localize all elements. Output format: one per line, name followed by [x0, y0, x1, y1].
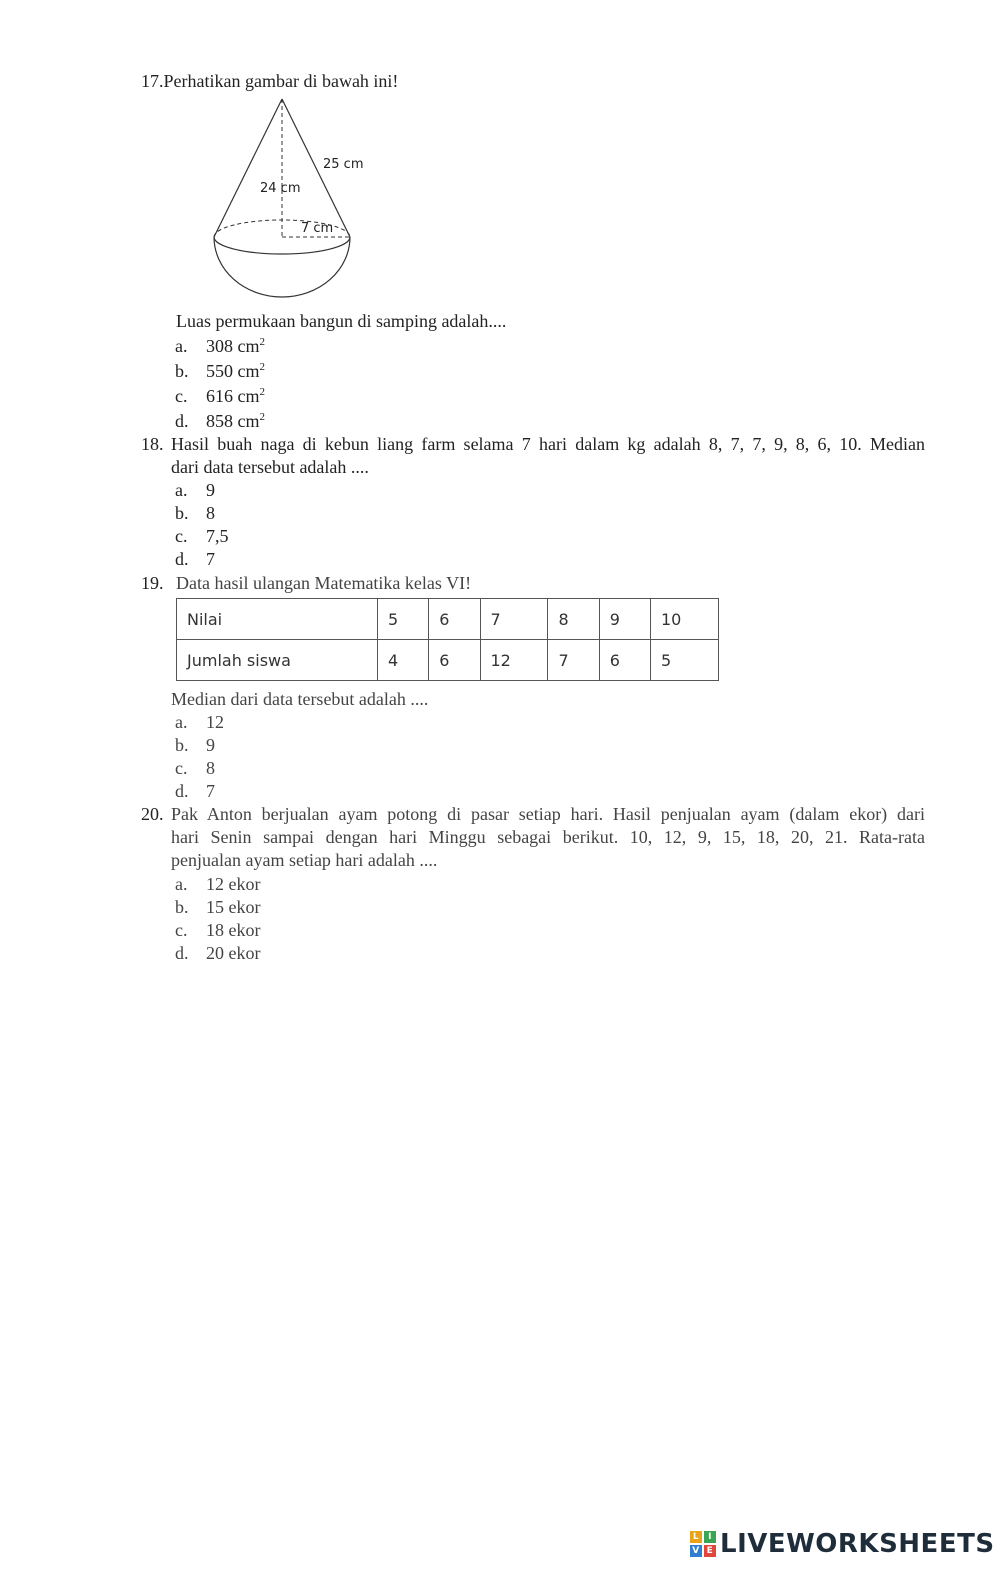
table-cell: 9	[599, 599, 650, 640]
q18-line2: dari data tersebut adalah ....	[171, 457, 369, 477]
q18-text	[171, 433, 925, 479]
option-text: 20 ekor	[206, 943, 261, 963]
table-cell: 10	[650, 599, 718, 640]
table-cell: 6	[429, 599, 480, 640]
option-text: 12	[206, 712, 224, 732]
option-letter: a.	[175, 336, 188, 356]
option-letter: a.	[175, 874, 188, 894]
option-letter: a.	[175, 480, 188, 500]
unit: cm	[237, 411, 260, 431]
q18-option-c[interactable]	[175, 525, 229, 548]
table-cell: 5	[378, 599, 429, 640]
cone-left-edge	[214, 99, 282, 237]
unit: cm	[237, 336, 260, 356]
option-value: 550	[206, 361, 233, 381]
score-table	[176, 598, 719, 681]
option-letter: c.	[175, 386, 188, 406]
table-cell: 5	[650, 640, 718, 681]
q17-option-b[interactable]	[175, 360, 265, 383]
option-value: 308	[206, 336, 233, 356]
hemisphere-arc	[214, 237, 350, 297]
option-text: 12 ekor	[206, 874, 261, 894]
q17-option-d[interactable]	[175, 410, 265, 433]
option-text: 15 ekor	[206, 897, 261, 917]
radius-label: 7 cm	[301, 221, 334, 236]
q18-line1: Hasil buah naga di kebun liang farm selama 7 hari dalam kg adalah 8, 7, 7, 9, 8, 6, 10. Median	[171, 434, 925, 454]
unit-power: 2	[259, 336, 265, 348]
table-cell: 4	[378, 640, 429, 681]
logo-mark-icon	[690, 1531, 716, 1557]
option-text: 8	[206, 758, 215, 778]
table-cell: 6	[599, 640, 650, 681]
q17-option-c[interactable]	[175, 385, 265, 408]
q20-line1: Pak Anton berjualan ayam potong di pasar setiap hari. Hasil penjualan ayam (dalam ekor) dari	[171, 804, 925, 824]
table-header-cell: Jumlah siswa	[177, 640, 378, 681]
q20-option-d[interactable]	[175, 942, 260, 965]
q17-option-a[interactable]	[175, 335, 265, 358]
q20-number: 20.	[141, 804, 164, 824]
unit: cm	[237, 361, 260, 381]
q20-text	[171, 803, 925, 872]
logo-tile: I	[704, 1531, 716, 1543]
base-ellipse-front	[214, 237, 350, 254]
option-text: 9	[206, 480, 215, 500]
option-letter: b.	[175, 735, 189, 755]
q17-number: 17.	[141, 71, 164, 91]
option-letter: c.	[175, 920, 188, 940]
table-cell: 12	[480, 640, 548, 681]
option-text: 18 ekor	[206, 920, 261, 940]
logo-tile: V	[690, 1545, 702, 1557]
option-letter: b.	[175, 897, 189, 917]
unit-power: 2	[259, 386, 265, 398]
q19-number: 19.	[141, 573, 164, 593]
option-letter: b.	[175, 503, 189, 523]
q20-option-c[interactable]	[175, 919, 260, 942]
q17-question: Luas permukaan bangun di samping adalah....	[176, 311, 507, 331]
q20-option-b[interactable]	[175, 896, 260, 919]
q20-option-a[interactable]	[175, 873, 260, 896]
logo-tile: E	[704, 1545, 716, 1557]
q17-heading	[141, 70, 398, 93]
table-cell: 7	[548, 640, 599, 681]
q20-line3: penjualan ayam setiap hari adalah ....	[171, 850, 438, 870]
unit: cm	[237, 386, 260, 406]
liveworksheets-logo[interactable]	[690, 1527, 995, 1561]
unit-power: 2	[259, 361, 265, 373]
option-letter: b.	[175, 361, 189, 381]
option-letter: d.	[175, 781, 189, 801]
option-text: 7	[206, 781, 215, 801]
table-row	[177, 640, 719, 681]
option-letter: d.	[175, 411, 189, 431]
option-letter: c.	[175, 526, 188, 546]
logo-text: LIVEWORKSHEETS	[720, 1529, 995, 1559]
q19-option-c[interactable]	[175, 757, 215, 780]
table-cell: 8	[548, 599, 599, 640]
option-letter: d.	[175, 549, 189, 569]
logo-tile: L	[690, 1531, 702, 1543]
cone-hemisphere-figure	[205, 95, 380, 305]
table-cell: 6	[429, 640, 480, 681]
option-text: 8	[206, 503, 215, 523]
table-header-cell: Nilai	[177, 599, 378, 640]
q17-prompt: Perhatikan gambar di bawah ini!	[163, 71, 399, 91]
q18-option-a[interactable]	[175, 479, 215, 502]
q19-option-a[interactable]	[175, 711, 224, 734]
q19-question: Median dari data tersebut adalah ....	[171, 689, 429, 709]
option-letter: d.	[175, 943, 189, 963]
option-value: 616	[206, 386, 233, 406]
option-value: 858	[206, 411, 233, 431]
height-label: 24 cm	[260, 181, 301, 196]
q20-line2: hari Senin sampai dengan hari Minggu sebagai berikut. 10, 12, 9, 15, 18, 20, 21. Rata-rata	[171, 827, 925, 847]
option-text: 9	[206, 735, 215, 755]
q19-option-b[interactable]	[175, 734, 215, 757]
table-row	[177, 599, 719, 640]
option-letter: a.	[175, 712, 188, 732]
q18-option-d[interactable]	[175, 548, 215, 571]
q18-option-b[interactable]	[175, 502, 215, 525]
unit-power: 2	[259, 411, 265, 423]
slant-label: 25 cm	[323, 157, 364, 172]
table-cell: 7	[480, 599, 548, 640]
option-text: 7,5	[206, 526, 229, 546]
q18-number: 18.	[141, 434, 164, 454]
q19-prompt: Data hasil ulangan Matematika kelas VI!	[176, 573, 472, 593]
q19-option-d[interactable]	[175, 780, 215, 803]
option-text: 7	[206, 549, 215, 569]
option-letter: c.	[175, 758, 188, 778]
